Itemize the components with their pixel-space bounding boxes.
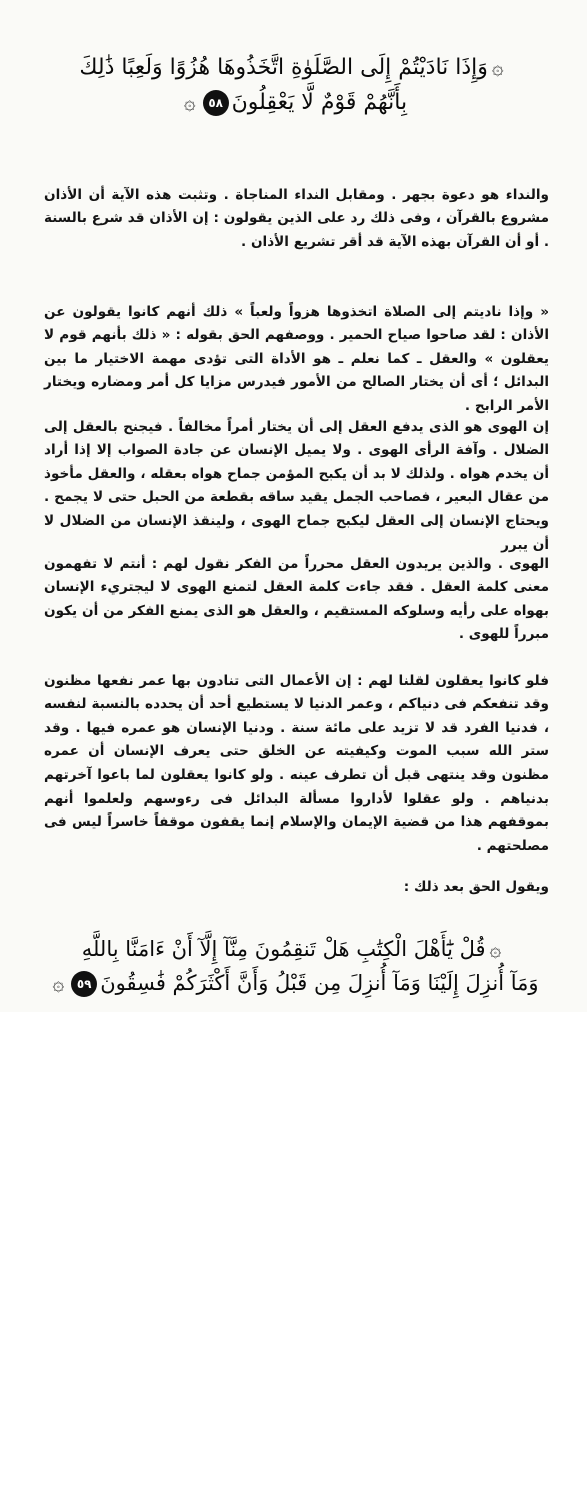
verse-59-text-1: قُلْ يَٰٓأَهْلَ الْكِتَٰبِ هَلْ تَنقِمُونَ مِنَّآ إِلَّآ أَنْ ءَامَنَّا بِاللَّهِ bbox=[81, 937, 486, 961]
paragraph-worldly-life: فلو كانوا يعقلون لقلنا لهم : إن الأعمال التى تنادون بها عمر نفعها مظنون وقد تنفعكم فى دنياكم ، وعمر الدنيا لا يستطيع أحد أن يحدده بالنسبة لنفسه ، فدنيا الفرد قد لا تزيد على مائة سنة . ودنيا الإنسان هو عمره فيها . وقد ستر الله سبب الموت وكيفيته عن الخلق حتى يعرف الإنسان أن عمره مظنون وقد ينتهى قبل أن تطرف عينه . ولو كانوا يعقلون لما باعوا آخرتهم بدنياهم . ولو عقلوا لأداروا مسألة البدائل فى رءوسهم ولعلموا أنهم بموقفهم هذا من قضية الإيمان والإسلام إنما يقفون موقفاً خاسراً ليس فى مصلحتهم . bbox=[44, 672, 549, 854]
paragraph-desire: إن الهوى هو الذى يدفع العقل إلى أن يختار أمراً مخالفاً . فيجنح بالعقل إلى الضلال . وآفة الرأى الهوى . ولا يميل الإنسان عن جادة الصواب إلا إذا أراد أن يخدم هواه . ولذلك لا بد أن يكبح المؤمن جماح هواه بعقله ، والعقل مأخوذ من عقال البعير ، فصاحب الجمل يقيد ساقه بقطعة من الحبل حتى لا يجمح . ويحتاج الإنسان إلى العقل ليكبح جماح الهوى ، ولينقذ الإنسان من الضلال لا أن يبرر bbox=[44, 418, 549, 553]
quran-verse-59 bbox=[0, 932, 587, 1000]
verse-59-line-2 bbox=[0, 966, 587, 1000]
verse-59-line-1 bbox=[0, 932, 587, 966]
verse-58-text-2: بِأَنَّهُمْ قَوْمٌ لَّا يَعْقِلُونَ bbox=[231, 90, 408, 115]
paragraph-mockery: « وإذا ناديتم إلى الصلاة اتخذوها هزواً ولعباً » ذلك أنهم كانوا يقولون عن الأذان : لقد صاحوا صياح الحمير . ووصفهم الحق بقوله : « ذلك بأنهم قوم لا يعقلون » والعقل ـ كما نعلم ـ هو الأداة التى تؤدى مهمة الاختيار ما بين البدائل ؛ أى أن يختار الصالح من الأمور فيدرس مزايا كل أمر ومضاره ويختار الأمر الرابح . bbox=[44, 303, 549, 414]
ayah-number-badge: ٥٨ bbox=[203, 90, 229, 116]
ornament-icon: ۞ bbox=[52, 971, 65, 995]
paragraph-transition: ويقول الحق بعد ذلك : bbox=[403, 878, 549, 895]
verse-58-text-1: وَإِذَا نَادَيْتُمْ إِلَى الصَّلَوٰةِ اتَّخَذُوهَا هُزُوًا وَلَعِبًا ذَٰلِكَ bbox=[79, 55, 488, 80]
ornament-icon: ۞ bbox=[183, 90, 196, 114]
verse-58-line-2 bbox=[0, 85, 587, 120]
verse-59-text-2: وَمَآ أُنزِلَ إِلَيْنَا وَمَآ أُنزِلَ مِن قَبْلُ وَأَنَّ أَكْثَرَكُمْ فَٰسِقُونَ bbox=[100, 971, 539, 995]
paragraph-adhan: والنداء هو دعوة بجهر . ومقابل النداء المناجاة . وتثبت هذه الآية أن الأذان مشروع بالقرآن ، وفى ذلك رد على الذين يقولون : إن الأذان قد شرع بالسنة . أو أن القرآن بهذه الآية قد أقر تشريع الأذان . bbox=[44, 186, 549, 250]
paragraph-reason: الهوى . والذين يريدون العقل محرراً من الفكر نقول لهم : أنتم لا تفهمون معنى كلمة العقل . فقد جاءت كلمة العقل لتمنع الهوى لا ليجتريء الإنسان بهواه على رأيه وسلوكه المستقيم ، والعقل هو الذى يمنع الفكر من أن يكون مبرراً للهوى . bbox=[44, 555, 549, 643]
verse-58-line-1 bbox=[0, 50, 587, 85]
quran-verse-58 bbox=[0, 50, 587, 120]
ayah-number-badge: ٥٩ bbox=[71, 971, 97, 997]
ornament-icon: ۞ bbox=[489, 937, 502, 961]
ornament-icon: ۞ bbox=[491, 55, 504, 79]
